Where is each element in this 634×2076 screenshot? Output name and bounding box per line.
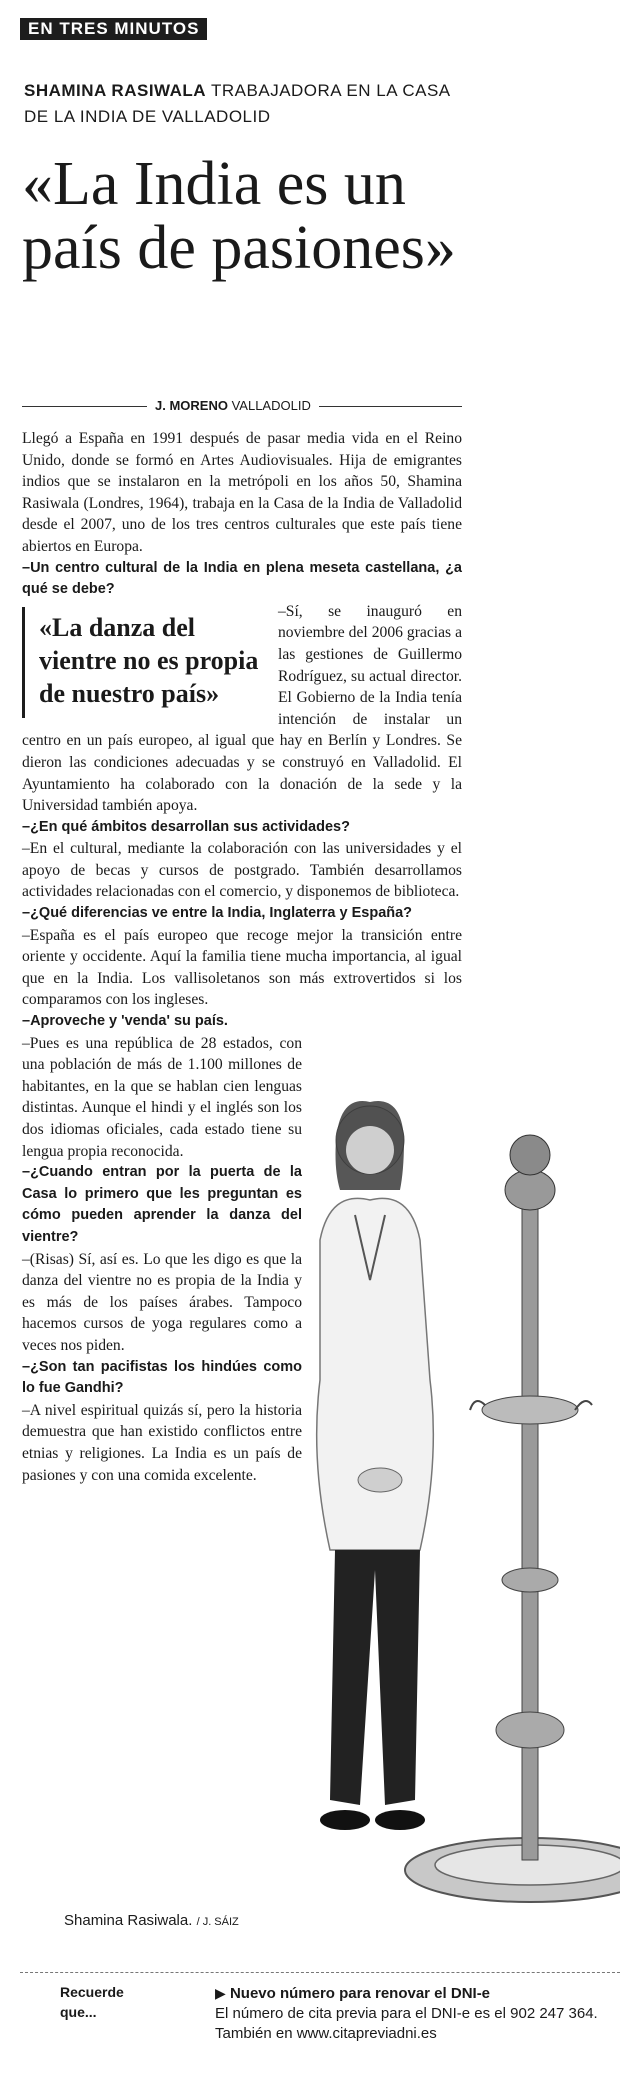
location: VALLADOLID [231, 398, 311, 413]
interviewee-role: TRABAJADORA EN LA CASA DE LA INDIA DE VALLADOLID [24, 81, 450, 126]
notice-text: El número de cita previa para el DNI-e es el 902 247 364. También en www.citapreviadni.es [215, 2005, 598, 2042]
photo [300, 1080, 620, 1910]
question-6: –¿Son tan pacifistas los hindúes como lo fue Gandhi? [22, 1358, 302, 1397]
answer-1: –Sí, se inauguró en noviembre del 2006 gracias a las gestiones de Guillermo Rodríguez, su actual director. El Gobierno de la India tenía intención de instalar un centro en un país europeo, al igual que hay en Berlín y Londres. Se dieron las condiciones adecuadas y se construyó en Valladolid. El Ayuntamiento ha colaborado con la donación de la sede y la Universidad también apoya. [22, 602, 462, 815]
section-label: EN TRES MINUTOS [20, 18, 207, 40]
question-4: –Aproveche y 'venda' su país. [22, 1013, 228, 1030]
question-2: –¿En qué ámbitos desarrollan sus actividades? [22, 818, 350, 835]
footer-divider [20, 1972, 620, 1973]
pull-quote [22, 607, 264, 718]
headline: «La India es un país de pasiones» [22, 150, 456, 282]
photo-caption [64, 1912, 239, 1929]
answer-2: –En el cultural, mediante la colaboración con las universidades y el apoyo de becas y cursos de postgrado. También desarrollamos actividades relacionadas con el comercio, y disponemos de biblioteca. [22, 840, 462, 901]
answer-3: –España es el país europeo que recoge mejor la transición entre oriente y occidente. Aquí la familia tiene mucha importancia, al igual que en la India. Los vallisoletanos son más extrovertidos si los comparamos con los ingleses. [22, 926, 462, 1009]
notice-title: Nuevo número para renovar el DNI-e [229, 1985, 491, 2002]
photo-illustration [300, 1080, 620, 1910]
question-5: –¿Cuando entran por la puerta de la Casa lo primero que les preguntan es cómo pueden aprender la danza del vientre? [22, 1164, 302, 1245]
caption-text: Shamina Rasiwala. [64, 1912, 193, 1929]
reminder-label: Recuerde que... [60, 1984, 124, 2020]
byline [22, 398, 462, 414]
interviewee-name: SHAMINA RASIWALA [24, 81, 207, 100]
answer-4: –Pues es una república de 28 estados, con una población de más de 1.100 millones de habitantes, en la que se hablan cien lenguas distintas. Aunque el hindi y el inglés son los dos idiomas oficiales, cada estado tiene su lengua propia reconocida. [22, 1034, 302, 1160]
question-3: –¿Qué diferencias ve entre la India, Inglaterra y España? [22, 905, 413, 922]
intro-paragraph: Llegó a España en 1991 después de pasar media vida en el Reino Unido, donde se formó en Artes Audiovisuales. Hija de emigrantes indios que se instalaron en la metrópoli en los años 50, Shamina Rasiwala (Londres, 1964), trabaja en la Casa de la India de Valladolid desde el 2007, uno de los tres centros culturales que este país tiene abiertos en Europa. [22, 430, 462, 555]
section-header [20, 18, 460, 40]
notice [215, 1983, 625, 2044]
kicker [24, 78, 454, 130]
photo-credit: / J. SÁIZ [196, 1916, 239, 1928]
answer-5: –(Risas) Sí, así es. Lo que les digo es que la danza del vientre no es propia de la India y es más de los países árabes. Tampoco hacemos cursos de yoga regulares como a veces nos piden. [22, 1250, 302, 1354]
question-1: –Un centro cultural de la India en plena meseta castellana, ¿a qué se debe? [22, 559, 462, 598]
answer-6: –A nivel espiritual quizás sí, pero la historia demuestra que han existido conflictos entre etnias y religiones. La India es un país de pasiones y con una comida excelente. [22, 1401, 302, 1484]
arrow-right-icon: ▶ [215, 1985, 226, 2001]
byline-text [147, 398, 319, 414]
pull-quote-text: «La danza del vientre no es propia de nuestro país» [39, 612, 259, 708]
narrow-column [22, 1011, 302, 1486]
author: J. MORENO [155, 398, 228, 413]
